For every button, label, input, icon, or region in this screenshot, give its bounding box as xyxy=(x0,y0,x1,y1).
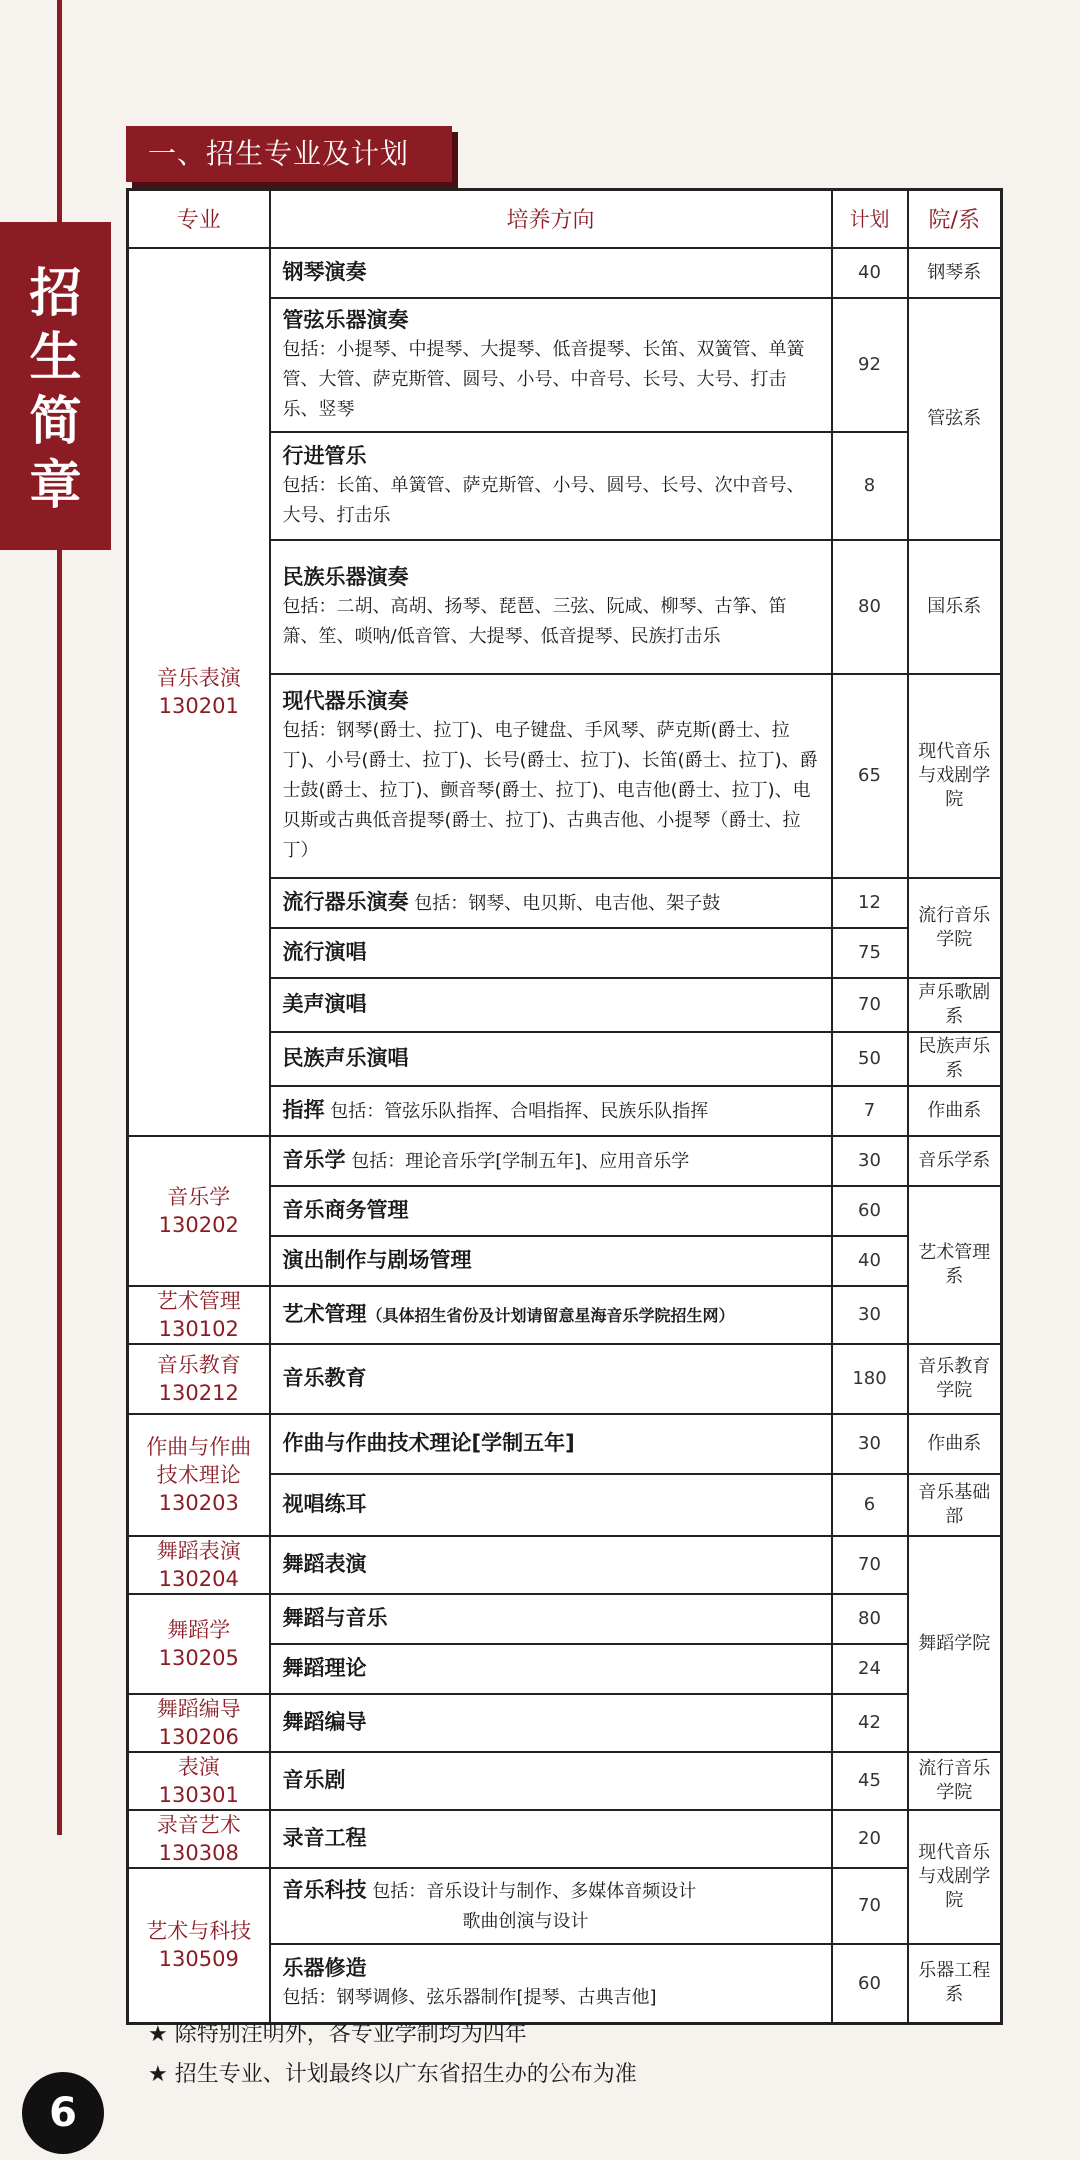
direction-cell: 舞蹈与音乐 xyxy=(270,1594,832,1644)
direction-cell: 作曲与作曲技术理论[学制五年] xyxy=(270,1414,832,1474)
table-row xyxy=(128,1694,1002,1752)
dept-cell: 音乐教育学院 xyxy=(908,1344,1002,1414)
direction-cell: 舞蹈编导 xyxy=(270,1694,832,1752)
direction-cell: 流行演唱 xyxy=(270,928,832,978)
direction-cell: 指挥 包括：管弦乐队指挥、合唱指挥、民族乐队指挥 xyxy=(270,1086,832,1136)
dept-cell: 艺术管理系 xyxy=(908,1186,1002,1344)
table-row xyxy=(128,1594,1002,1644)
plan-cell: 30 xyxy=(832,1414,908,1474)
plan-cell: 50 xyxy=(832,1032,908,1086)
plan-cell: 60 xyxy=(832,1186,908,1236)
direction-cell: 管弦乐器演奏 包括：小提琴、中提琴、大提琴、低音提琴、长笛、双簧管、单簧管、大管、萨克斯管、圆号、小号、中音号、长号、大号、打击乐、竖琴 xyxy=(270,298,832,432)
plan-cell: 65 xyxy=(832,674,908,878)
direction-cell: 视唱练耳 xyxy=(270,1474,832,1536)
plan-cell: 6 xyxy=(832,1474,908,1536)
dept-cell: 作曲系 xyxy=(908,1086,1002,1136)
major-cell: 表演 130301 xyxy=(128,1752,270,1810)
direction-cell: 民族声乐演唱 xyxy=(270,1032,832,1086)
direction-cell: 流行器乐演奏 包括：钢琴、电贝斯、电吉他、架子鼓 xyxy=(270,878,832,928)
direction-cell: 演出制作与剧场管理 xyxy=(270,1236,832,1286)
plan-cell: 70 xyxy=(832,978,908,1032)
side-title xyxy=(0,222,111,550)
major-cell: 舞蹈学 130205 xyxy=(128,1594,270,1694)
major-cell: 录音艺术 130308 xyxy=(128,1810,270,1868)
major-cell: 作曲与作曲技术理论 130203 xyxy=(128,1414,270,1536)
direction-cell: 录音工程 xyxy=(270,1810,832,1868)
major-cell: 音乐表演 130201 xyxy=(128,248,270,1136)
plan-cell: 20 xyxy=(832,1810,908,1868)
enrollment-table xyxy=(126,188,1003,2025)
plan-cell: 30 xyxy=(832,1286,908,1344)
plan-cell: 70 xyxy=(832,1536,908,1594)
page-number: 6 xyxy=(22,2072,104,2154)
direction-cell: 民族乐器演奏 包括：二胡、高胡、扬琴、琵琶、三弦、阮咸、柳琴、古筝、笛箫、笙、唢呐/低音管、大提琴、低音提琴、民族打击乐 xyxy=(270,540,832,674)
plan-cell: 45 xyxy=(832,1752,908,1810)
plan-cell: 75 xyxy=(832,928,908,978)
dept-cell: 国乐系 xyxy=(908,540,1002,674)
major-cell: 艺术与科技 130509 xyxy=(128,1868,270,2024)
major-cell: 舞蹈表演 130204 xyxy=(128,1536,270,1594)
plan-cell: 42 xyxy=(832,1694,908,1752)
direction-cell: 音乐商务管理 xyxy=(270,1186,832,1236)
footnote: ★ 招生专业、计划最终以广东省招生办的公布为准 xyxy=(148,2062,637,2087)
plan-cell: 180 xyxy=(832,1344,908,1414)
footnote: ★ 除特别注明外，各专业学制均为四年 xyxy=(148,2022,527,2047)
footnotes xyxy=(148,2015,637,2095)
section-title: 一、招生专业及计划 xyxy=(126,126,452,182)
dept-cell: 作曲系 xyxy=(908,1414,1002,1474)
direction-cell: 音乐科技 包括：音乐设计与制作、多媒体音频设计 歌曲创演与设计 xyxy=(270,1868,832,1944)
plan-cell: 30 xyxy=(832,1136,908,1186)
direction-cell: 美声演唱 xyxy=(270,978,832,1032)
side-title-char: 生 xyxy=(29,327,82,388)
table-row xyxy=(128,1752,1002,1810)
plan-cell: 70 xyxy=(832,1868,908,1944)
plan-cell: 40 xyxy=(832,1236,908,1286)
dept-cell: 流行音乐学院 xyxy=(908,1752,1002,1810)
header-plan: 计划 xyxy=(832,190,908,248)
plan-cell: 24 xyxy=(832,1644,908,1694)
table-row xyxy=(128,1344,1002,1414)
header-major: 专业 xyxy=(128,190,270,248)
plan-cell: 8 xyxy=(832,432,908,540)
table-row xyxy=(128,1414,1002,1474)
dept-cell: 民族声乐系 xyxy=(908,1032,1002,1086)
dept-cell: 音乐学系 xyxy=(908,1136,1002,1186)
dept-cell: 管弦系 xyxy=(908,298,1002,540)
header-dept: 院/系 xyxy=(908,190,1002,248)
side-title-char: 简 xyxy=(29,391,82,452)
table-row xyxy=(128,1286,1002,1344)
major-cell: 音乐学 130202 xyxy=(128,1136,270,1286)
plan-cell: 80 xyxy=(832,1594,908,1644)
direction-cell: 音乐学 包括：理论音乐学[学制五年]、应用音乐学 xyxy=(270,1136,832,1186)
direction-cell: 钢琴演奏 xyxy=(270,248,832,298)
table-row xyxy=(128,1136,1002,1186)
dept-cell: 声乐歌剧系 xyxy=(908,978,1002,1032)
direction-cell: 行进管乐 包括：长笛、单簧管、萨克斯管、小号、圆号、长号、次中音号、大号、打击乐 xyxy=(270,432,832,540)
direction-cell: 音乐教育 xyxy=(270,1344,832,1414)
plan-cell: 12 xyxy=(832,878,908,928)
major-cell: 音乐教育 130212 xyxy=(128,1344,270,1414)
table-row xyxy=(128,1536,1002,1594)
direction-cell: 现代器乐演奏 包括：钢琴(爵士、拉丁)、电子键盘、手风琴、萨克斯(爵士、拉丁)、小号(爵士、拉丁)、长号(爵士、拉丁)、长笛(爵士、拉丁)、爵士鼓(爵士、拉丁)、颤音琴(爵士、拉丁)、电吉他(爵士、拉丁)、电贝斯或古典低音提琴(爵士、拉丁)、古典吉他、小提琴（爵士、拉丁） xyxy=(270,674,832,878)
plan-cell: 40 xyxy=(832,248,908,298)
plan-cell: 92 xyxy=(832,298,908,432)
dept-cell: 音乐基础部 xyxy=(908,1474,1002,1536)
dept-cell: 流行音乐学院 xyxy=(908,878,1002,978)
table-header-row xyxy=(128,190,1002,248)
dept-cell: 现代音乐与戏剧学院 xyxy=(908,674,1002,878)
direction-cell: 音乐剧 xyxy=(270,1752,832,1810)
plan-cell: 7 xyxy=(832,1086,908,1136)
decor-line-bottom xyxy=(57,550,62,1835)
table-row xyxy=(128,1868,1002,1944)
major-cell: 舞蹈编导 130206 xyxy=(128,1694,270,1752)
direction-cell: 舞蹈理论 xyxy=(270,1644,832,1694)
major-cell: 艺术管理 130102 xyxy=(128,1286,270,1344)
plan-cell: 60 xyxy=(832,1944,908,2024)
side-title-char: 招 xyxy=(29,263,82,324)
header-direction: 培养方向 xyxy=(270,190,832,248)
dept-cell: 乐器工程系 xyxy=(908,1944,1002,2024)
direction-cell: 艺术管理（具体招生省份及计划请留意星海音乐学院招生网） xyxy=(270,1286,832,1344)
side-title-char: 章 xyxy=(29,455,82,516)
table-row xyxy=(128,248,1002,298)
decor-line-top xyxy=(57,0,62,222)
dept-cell: 现代音乐与戏剧学院 xyxy=(908,1810,1002,1944)
dept-cell: 舞蹈学院 xyxy=(908,1536,1002,1752)
table-row xyxy=(128,1810,1002,1868)
plan-cell: 80 xyxy=(832,540,908,674)
direction-cell: 舞蹈表演 xyxy=(270,1536,832,1594)
dept-cell: 钢琴系 xyxy=(908,248,1002,298)
direction-cell: 乐器修造 包括：钢琴调修、弦乐器制作[提琴、古典吉他] xyxy=(270,1944,832,2024)
